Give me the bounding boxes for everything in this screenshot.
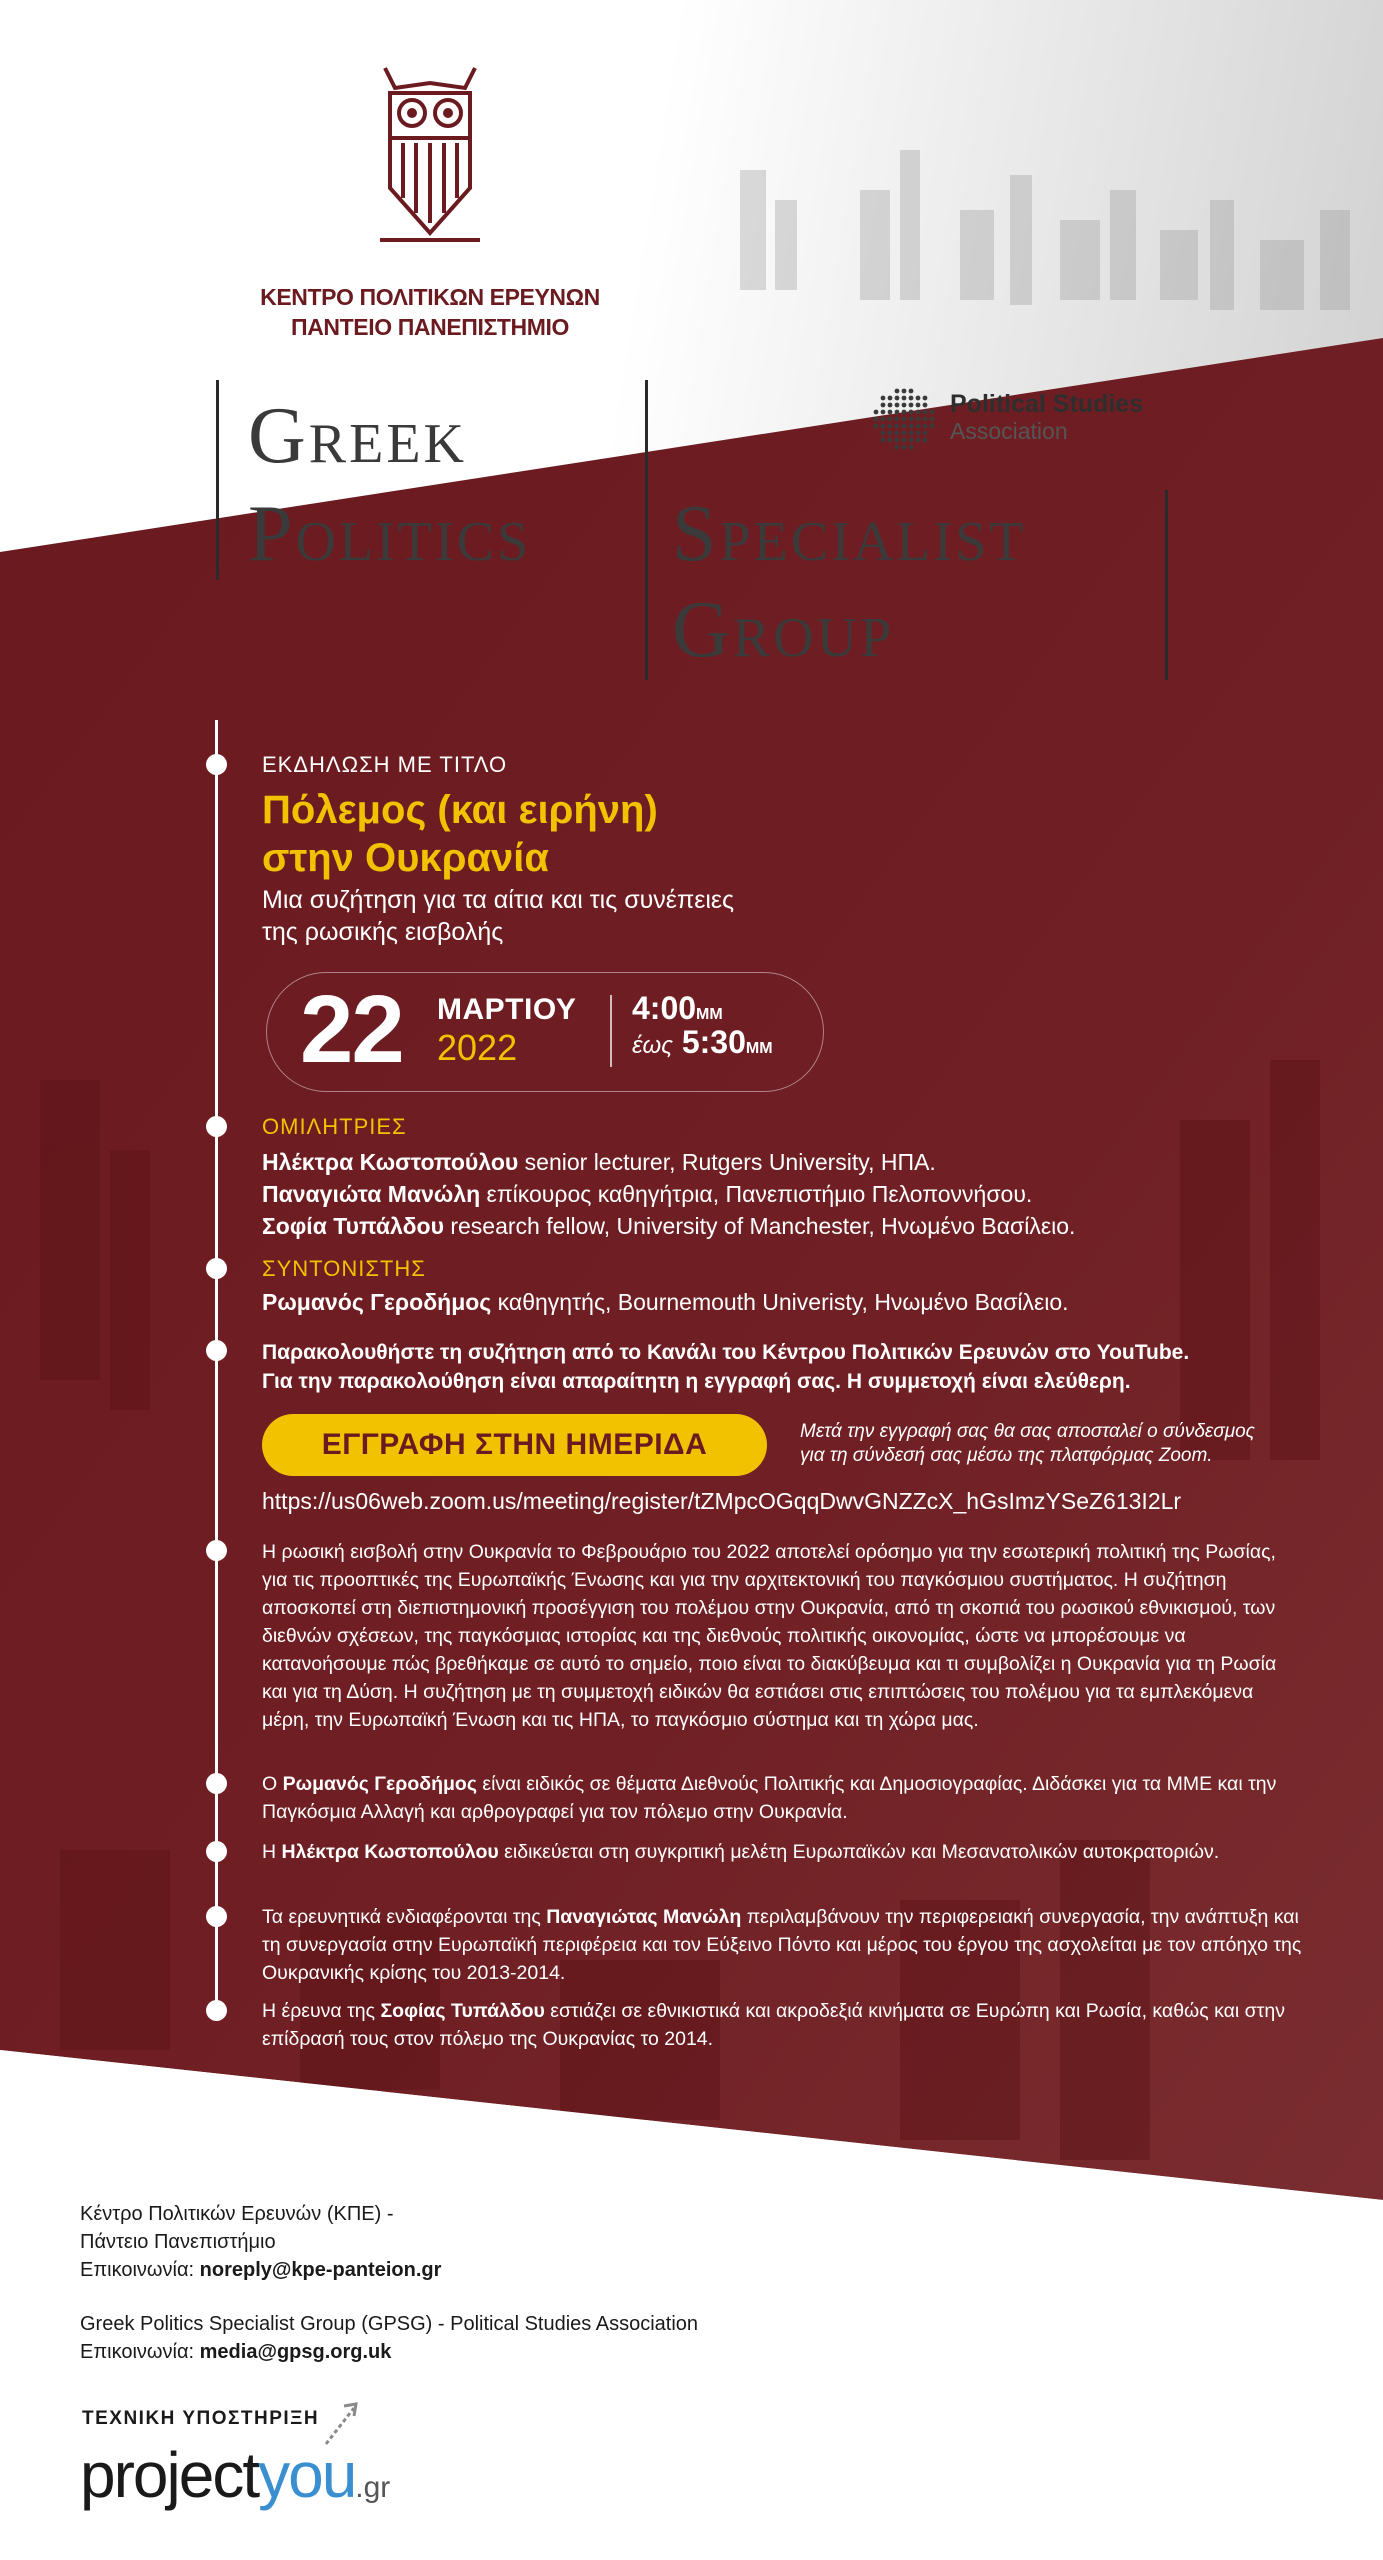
psa-logo-dot xyxy=(895,424,900,429)
bio-pre: Τα ερευνητικά ενδιαφέρονται της xyxy=(262,1906,547,1928)
watch-line2: Για την παρακολούθηση είναι απαραίτητη η εγγραφή σας. Η συμμετοχή είναι ελεύθερη. xyxy=(262,1370,1131,1393)
psa-logo-dot xyxy=(923,431,928,436)
register-button[interactable]: ΕΓΓΡΑΦΗ ΣΤΗΝ ΗΜΕΡΙΔΑ xyxy=(262,1414,767,1476)
date-separator xyxy=(610,995,612,1067)
gpsg-word-greek: Greek xyxy=(248,392,467,480)
psa-logo-dot xyxy=(909,396,914,401)
psa-logo-dot xyxy=(902,417,907,422)
registration-note-line2: για τη σύνδεσή σας μέσω της πλατφόρμας Zoom. xyxy=(800,1445,1213,1466)
psa-logo-dot xyxy=(881,438,886,443)
kpe-contact-block xyxy=(80,2200,441,2284)
timeline-dot xyxy=(206,1841,227,1862)
gpsg-word-group: Group xyxy=(672,586,895,674)
psa-logo-dot xyxy=(916,431,921,436)
event-title xyxy=(262,786,658,882)
psa-logo-dot xyxy=(895,403,900,408)
psa-logo-dot xyxy=(895,410,900,415)
psa-logo-dot xyxy=(902,396,907,401)
psa-logo-dot xyxy=(909,410,914,415)
bio-pre: Η έρευνα της xyxy=(262,2000,381,2022)
psa-logo-dot xyxy=(888,438,893,443)
timeline-dot xyxy=(206,2000,227,2021)
bio-text: ειδικεύεται στη συγκριτική μελέτη Ευρωπαϊκών και Μεσανατολικών αυτοκρατοριών. xyxy=(498,1841,1220,1863)
psa-logo-dot xyxy=(895,431,900,436)
gpsg-email-link[interactable]: media@gpsg.org.uk xyxy=(199,2341,392,2363)
kpe-email-link[interactable]: noreply@kpe-panteion.gr xyxy=(199,2259,442,2281)
gpsg-word-specialist: Specialist xyxy=(672,490,1027,578)
speaker-name: Ηλέκτρα Κωστοπούλου xyxy=(262,1149,519,1175)
event-subtitle-line2: της ρωσικής εισβολής xyxy=(262,918,504,946)
speaker-name: Παναγιώτα Μανώλη xyxy=(262,1181,481,1207)
event-subtitle xyxy=(262,884,734,948)
psa-logo-dot xyxy=(874,417,879,422)
gpsg-word-politics: Politics xyxy=(248,490,532,578)
psa-logo-dot xyxy=(923,424,928,429)
event-title-line2: στην Ουκρανία xyxy=(262,836,549,880)
psa-logo-dot xyxy=(881,417,886,422)
timeline-dot xyxy=(206,1258,227,1279)
bio-item xyxy=(262,1770,1302,1826)
psa-logo-dot xyxy=(888,431,893,436)
psa-logo-dot xyxy=(902,410,907,415)
psa-logo-dot xyxy=(888,410,893,415)
psa-logo-dot xyxy=(881,424,886,429)
psa-logo-dot xyxy=(930,410,935,415)
psa-logo-dot xyxy=(881,410,886,415)
end-time-suffix: ΜΜ xyxy=(745,1040,773,1057)
event-subtitle-line1: Μια συζήτηση για τα αίτια και τις συνέπειες xyxy=(262,886,735,914)
speaker-role: senior lecturer, Rutgers University, ΗΠΑ. xyxy=(518,1149,936,1175)
psa-logo-dot xyxy=(916,403,921,408)
brand-part2: you xyxy=(258,2439,356,2511)
kpe-line2: Πάντειο Πανεπιστήμιο xyxy=(80,2231,276,2253)
psa-name xyxy=(950,390,1143,444)
start-time xyxy=(632,990,723,1027)
psa-logo-dot xyxy=(916,438,921,443)
timeline-dot xyxy=(206,1340,227,1361)
psa-logo-dot xyxy=(909,445,914,450)
moderator-label: ΣΥΝΤΟΝΙΣΤΗΣ xyxy=(262,1256,426,1281)
bio-name: Παναγιώτας Μανώλη xyxy=(546,1906,742,1928)
timeline-dot xyxy=(206,1116,227,1137)
until-label: έως xyxy=(632,1032,673,1059)
research-center-line1: ΚΕΝΤΡΟ ΠΟΛΙΤΙΚΩΝ ΕΡΕΥΝΩΝ xyxy=(260,284,600,310)
speaker-item xyxy=(262,1146,1075,1178)
watch-notice xyxy=(262,1338,1189,1396)
speaker-item xyxy=(262,1210,1075,1242)
kpe-line1: Κέντρο Πολιτικών Ερευνών (ΚΠΕ) - xyxy=(80,2203,394,2225)
speaker-name: Σοφία Τυπάλδου xyxy=(262,1213,444,1239)
psa-logo-dot xyxy=(916,417,921,422)
kpe-contact-label: Επικοινωνία: xyxy=(80,2259,200,2281)
end-time-value: 5:30 xyxy=(681,1024,746,1060)
psa-logo-dot xyxy=(888,417,893,422)
psa-name-line2: Association xyxy=(950,418,1068,444)
psa-logo-dot xyxy=(895,396,900,401)
bio-item xyxy=(262,1838,1302,1866)
timeline-line xyxy=(215,720,218,2010)
psa-logo-dot xyxy=(902,438,907,443)
psa-logo-dot xyxy=(930,424,935,429)
psa-logo-dot xyxy=(909,424,914,429)
bio-name: Ηλέκτρα Κωστοπούλου xyxy=(281,1841,499,1863)
psa-logo-dot xyxy=(902,431,907,436)
bio-name: Ρωμανός Γεροδήμος xyxy=(282,1773,477,1795)
psa-logo-dot xyxy=(923,410,928,415)
speaker-role: επίκουρος καθηγήτρια, Πανεπιστήμιο Πελοποννήσου. xyxy=(480,1181,1033,1207)
bio-pre: Ο xyxy=(262,1773,283,1795)
event-title-line1: Πόλεμος (και ειρήνη) xyxy=(262,788,658,832)
bio-name: Σοφίας Τυπάλδου xyxy=(380,2000,545,2022)
bio-item xyxy=(262,1997,1302,2053)
divider-line-2 xyxy=(645,380,648,680)
psa-logo-dot xyxy=(895,445,900,450)
psa-logo-dot xyxy=(902,389,907,394)
psa-logo-dot xyxy=(881,403,886,408)
panteion-university-logo xyxy=(370,58,490,248)
psa-logo-dot xyxy=(909,431,914,436)
psa-dot-logo xyxy=(870,385,938,453)
speaker-item xyxy=(262,1178,1075,1210)
psa-logo-dot xyxy=(909,438,914,443)
psa-logo-dot xyxy=(895,417,900,422)
gpsg-line: Greek Politics Specialist Group (GPSG) - Political Studies Association xyxy=(80,2313,699,2335)
registration-link[interactable]: https://us06web.zoom.us/meeting/register/tZMpcOGqqDwvGNZZcX_hGsImzYSeZ613I2Lr xyxy=(262,1488,1182,1514)
psa-logo-dot xyxy=(909,389,914,394)
end-time xyxy=(632,1024,773,1061)
timeline-dot xyxy=(206,1906,227,1927)
registration-note-line1: Μετά την εγγραφή σας θα σας αποσταλεί ο σύνδεσμος xyxy=(800,1421,1255,1442)
psa-logo-dot xyxy=(930,417,935,422)
psa-logo-dot xyxy=(895,389,900,394)
psa-logo-dot xyxy=(923,403,928,408)
event-month: ΜΑΡΤΙΟΥ xyxy=(437,993,577,1026)
psa-logo-dot xyxy=(902,445,907,450)
psa-logo-dot xyxy=(923,396,928,401)
timeline-dot xyxy=(206,1540,227,1561)
psa-logo-dot xyxy=(895,438,900,443)
registration-note xyxy=(800,1420,1255,1468)
psa-logo-dot xyxy=(902,424,907,429)
tech-support-label: ΤΕΧΝΙΚΗ ΥΠΟΣΤΗΡΙΞΗ xyxy=(82,2408,320,2429)
bio-text: εστιάζει σε εθνικιστικά και ακροδεξιά κινήματα σε Ευρώπη και Ρωσία, καθώς και στην επίδρασή τους στον πόλεμο της Ουκρανίας το 2014. xyxy=(262,2000,1285,2050)
psa-logo-dot xyxy=(874,424,879,429)
timeline-dot xyxy=(206,754,227,775)
psa-logo-dot xyxy=(874,410,879,415)
start-time-suffix: ΜΜ xyxy=(696,1006,723,1023)
kpe-contact xyxy=(80,2256,441,2284)
timeline-dot xyxy=(206,1773,227,1794)
start-time-value: 4:00 xyxy=(632,990,697,1026)
psa-logo-dot xyxy=(909,403,914,408)
bio-pre: Η xyxy=(262,1841,282,1863)
divider-line-3 xyxy=(1165,490,1168,680)
psa-logo-dot xyxy=(916,396,921,401)
psa-logo-dot xyxy=(881,396,886,401)
projectyou-logo[interactable] xyxy=(80,2438,390,2512)
brand-part1: project xyxy=(80,2439,259,2511)
event-label: ΕΚΔΗΛΩΣΗ ΜΕ ΤΙΤΛΟ xyxy=(262,752,508,777)
brand-tld: .gr xyxy=(355,2471,391,2504)
gpsg-contact-block xyxy=(80,2310,698,2366)
divider-line-1 xyxy=(216,380,219,580)
speaker-role: research fellow, University of Manchester, Ηνωμένο Βασίλειο. xyxy=(443,1213,1076,1239)
event-day: 22 xyxy=(300,976,403,1083)
gpsg-contact xyxy=(80,2338,698,2366)
bio-item xyxy=(262,1903,1302,1987)
research-center-name xyxy=(250,282,610,342)
research-center-line2: ΠΑΝΤΕΙΟ ΠΑΝΕΠΙΣΤΗΜΙΟ xyxy=(291,314,569,340)
moderator-role: καθηγητής, Bournemouth Univeristy, Ηνωμένο Βασίλειο. xyxy=(491,1289,1069,1315)
psa-logo-dot xyxy=(902,403,907,408)
bio-text: είναι ειδικός σε θέματα Διεθνούς Πολιτικής και Δημοσιογραφίας. Διδάσκει για τα ΜΜΕ και την Παγκόσμια Αλλαγή και αρθρογραφεί για τον πόλεμο στην Ουκρανία. xyxy=(262,1773,1277,1823)
psa-logo-dot xyxy=(888,424,893,429)
psa-logo-dot xyxy=(923,438,928,443)
gpsg-contact-label: Επικοινωνία: xyxy=(80,2341,200,2363)
bio-text: περιλαμβάνουν την περιφερειακή συνεργασία, την ανάπτυξη και τη συνεργασία στην Ευρωπαϊκή περιφέρεια και τον Εύξεινο Πόντο και μέρος του έργου της ασχολείται με τον απόηχο της Ουκρανικής κρίσης του 2013-2014. xyxy=(262,1906,1302,1984)
psa-logo-dot xyxy=(923,417,928,422)
speakers-label: ΟΜΙΛΗΤΡΙΕΣ xyxy=(262,1114,407,1139)
moderator-name: Ρωμανός Γεροδήμος xyxy=(262,1289,492,1315)
psa-logo-dot xyxy=(916,424,921,429)
speakers-list xyxy=(262,1146,1075,1242)
event-description: Η ρωσική εισβολή στην Ουκρανία το Φεβρουάριο του 2022 αποτελεί ορόσημο για την εσωτερική πολιτική της Ρωσίας, για τις προοπτικές της Ευρωπαϊκής Ένωσης και για την αρχιτεκτονική του παγκόσμιου συστήματος. Η συζήτηση αποσκοπεί στη διεπιστημονική προσέγγιση του πολέμου στην Ουκρανία, από τη σκοπιά του ρωσικού εθνικισμού, των διεθνών σχέσεων, της παγκόσμιας ιστορίας και της διεθνούς πολιτικής οικονομίας, ώστε να μπορέσουμε να κατανοήσουμε πώς βρεθήκαμε σε αυτό το σημείο, ποιο είναι το διακύβευμα και τι συμβολίζει η Ουκρανία για τη Ρωσία και για τη Δύση. Η συζήτηση με τη συμμετοχή ειδικών θα εστιάσει στις επιπτώσεις του πολέμου για τα εμπλεκόμενα μέρη, την Ευρωπαϊκή Ένωση και τις ΗΠΑ, το παγκόσμιο σύστημα και τη χώρα μας. xyxy=(262,1541,1277,1731)
watch-line1: Παρακολουθήστε τη συζήτηση από το Κανάλι του Κέντρου Πολιτικών Ερευνών στο YouTube. xyxy=(262,1341,1190,1364)
psa-logo-dot xyxy=(888,396,893,401)
psa-logo-dot xyxy=(881,431,886,436)
psa-logo-dot xyxy=(888,403,893,408)
moderator-line xyxy=(262,1286,1069,1318)
psa-logo-dot xyxy=(909,417,914,422)
event-year: 2022 xyxy=(437,1027,518,1068)
psa-logo-dot xyxy=(916,410,921,415)
psa-name-line1: Political Studies xyxy=(950,390,1144,418)
